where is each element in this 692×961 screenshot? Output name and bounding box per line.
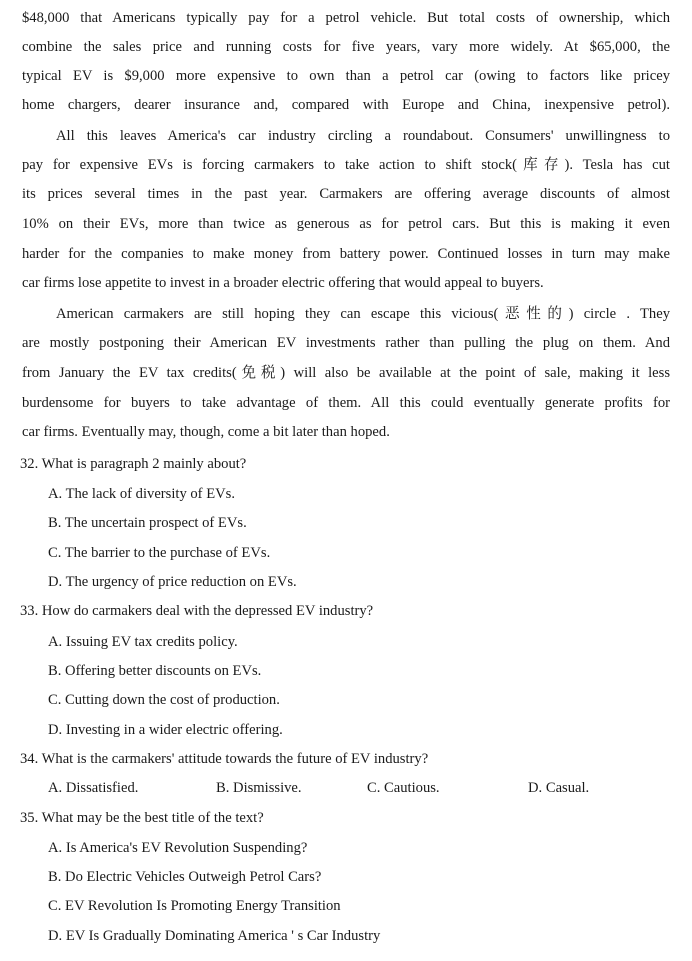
passage-line: car firms lose appetite to invest in a broader electric offering that would appeal to buyers. (22, 275, 544, 291)
passage-line: harder for the companies to make money from battery power. Continued losses in turn may make (22, 246, 670, 262)
option-c[interactable]: C. Cutting down the cost of production. (48, 692, 280, 708)
option-a[interactable]: A. The lack of diversity of EVs. (48, 486, 235, 502)
option-b[interactable]: B. Dismissive. (216, 780, 302, 796)
option-c[interactable]: C. Cautious. (367, 780, 440, 796)
question-stem: 35. What may be the best title of the text? (20, 810, 264, 826)
passage-line: from January the EV tax credits(免税) will also be available at the point of sale, making it less (22, 365, 670, 381)
option-a[interactable]: A. Dissatisfied. (48, 780, 139, 796)
option-d[interactable]: D. Investing in a wider electric offering. (48, 722, 283, 738)
option-a[interactable]: A. Issuing EV tax credits policy. (48, 634, 238, 650)
option-c[interactable]: C. EV Revolution Is Promoting Energy Transition (48, 898, 341, 914)
passage-line: pay for expensive EVs is forcing carmakers to take action to shift stock(库存). Tesla has cut (22, 157, 670, 173)
passage-line: 10% on their EVs, more than twice as generous as for petrol cars. But this is making it even (22, 216, 670, 232)
passage-line: home chargers, dearer insurance and, compared with Europe and China, inexpensive petrol). (22, 97, 670, 113)
question-stem: 34. What is the carmakers' attitude towards the future of EV industry? (20, 751, 429, 767)
passage-line: typical EV is $9,000 more expensive to own than a petrol car (owing to factors like pricey (22, 68, 670, 84)
passage-line: are mostly postponing their American EV investments rather than pulling the plug on them. And (22, 335, 670, 351)
passage-line: All this leaves America's car industry circling a roundabout. Consumers' unwillingness to (56, 128, 670, 144)
option-b[interactable]: B. Offering better discounts on EVs. (48, 663, 262, 679)
option-b[interactable]: B. Do Electric Vehicles Outweigh Petrol Cars? (48, 869, 322, 885)
question-stem: 33. How do carmakers deal with the depressed EV industry? (20, 603, 374, 619)
option-a[interactable]: A. Is America's EV Revolution Suspending? (48, 840, 308, 856)
passage-line: combine the sales price and running costs for five years, vary more widely. At $65,000, the (22, 39, 670, 55)
passage-line: American carmakers are still hoping they can escape this vicious(恶性的) circle . They (56, 306, 670, 322)
option-b[interactable]: B. The uncertain prospect of EVs. (48, 515, 247, 531)
option-d[interactable]: D. Casual. (528, 780, 590, 796)
option-d[interactable]: D. EV Is Gradually Dominating America ' s Car Industry (48, 928, 381, 944)
option-c[interactable]: C. The barrier to the purchase of EVs. (48, 545, 271, 561)
option-d[interactable]: D. The urgency of price reduction on EVs. (48, 574, 297, 590)
passage-line: $48,000 that Americans typically pay for a petrol vehicle. But total costs of ownership, which (22, 10, 670, 26)
passage-line: its prices several times in the past year. Carmakers are offering average discounts of almost (22, 186, 670, 202)
passage-line: burdensome for buyers to take advantage of them. All this could eventually generate profits for (22, 395, 670, 411)
question-stem: 32. What is paragraph 2 mainly about? (20, 456, 247, 472)
passage-line: car firms. Eventually may, though, come a bit later than hoped. (22, 424, 390, 440)
